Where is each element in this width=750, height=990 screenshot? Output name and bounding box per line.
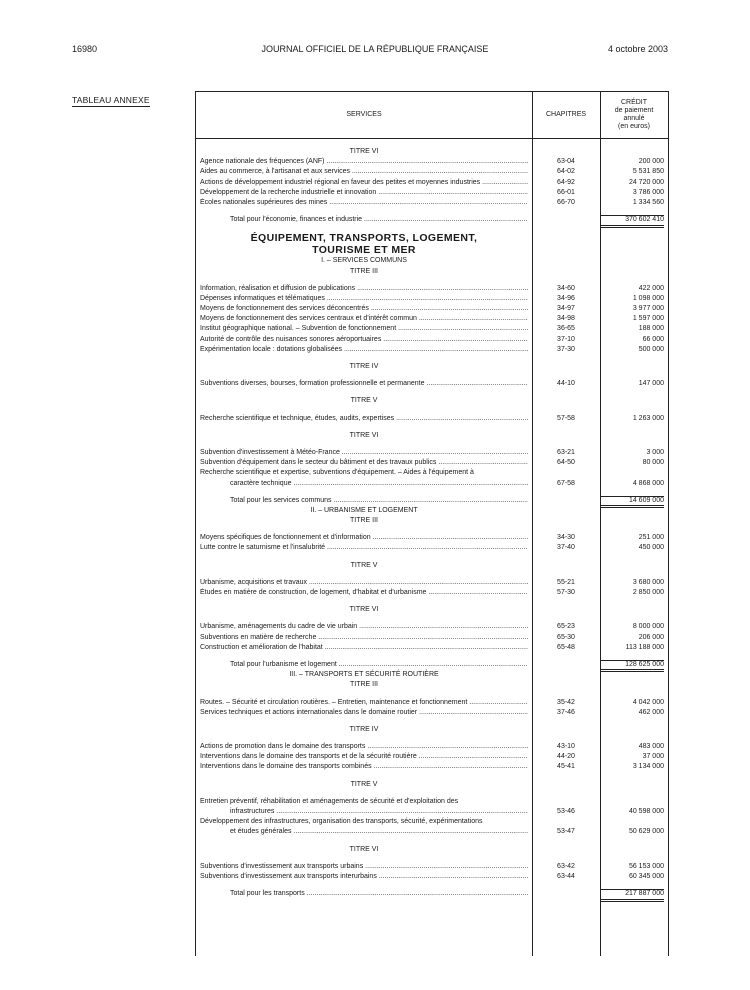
row-label: Moyens spécifiques de fonctionnement et d'information ..... [200,533,528,543]
table-row [196,314,668,324]
chapter-code: 64-50 [557,459,575,467]
table-row [196,827,668,837]
annex-table [195,91,669,956]
row-label: Recherche scientifique et technique, études, audits, expertises ..... [200,414,528,424]
table-row [196,345,668,355]
row-spacer [196,615,668,622]
row-spacer [196,424,668,431]
heading-text: ÉQUIPEMENT, TRANSPORTS, LOGEMENT, [250,232,478,245]
chapter-code: 57-58 [557,414,575,422]
row-label: Dépenses informatiques et télématiques ..... [200,294,528,304]
chapter-code: 35-42 [557,698,575,706]
table-row [196,817,668,827]
amount: 462 000 [638,708,664,716]
row-spacer [196,773,668,780]
section-heading [196,256,668,266]
heading-text: TITRE III [350,681,378,689]
row-label: Subventions d'investissement aux transports urbains ..... [200,862,528,872]
amount: 50 629 000 [628,828,664,836]
row-label: Aides au commerce, à l'artisanat et aux services ..... [200,167,528,177]
row-label: Agence nationale des fréquences (ANF) ..... [200,157,528,167]
row-spacer [196,691,668,698]
row-label: Interventions dans le domaine des transports combinés ..... [200,762,528,772]
amount: 1 334 560 [632,198,664,206]
table-row [196,698,668,708]
row-spacer [196,208,668,215]
section-heading [196,362,668,372]
table-row [196,807,668,817]
row-spacer [196,355,668,362]
chapter-code: 65-48 [557,643,575,651]
amount: 56 153 000 [628,862,664,870]
heading-text: TITRE VI [349,148,379,155]
table-row [196,414,668,424]
chapter-code: 65-23 [557,623,575,631]
row-label: Construction et amélioration de l'habitat ..... [200,643,528,653]
row-label: Information, réalisation et diffusion de publications ..... [200,284,528,294]
amount: 147 000 [638,380,664,388]
table-row [196,588,668,598]
chapter-code: 34-98 [557,315,575,323]
amount: 60 345 000 [628,872,664,880]
chapter-code: 34-30 [557,534,575,542]
table-row [196,762,668,772]
table-row [196,294,668,304]
table-row [196,622,668,632]
row-label: Total pour l'économie, finances et industrie ..... [230,215,528,225]
amount: 80 000 [642,459,664,467]
ministry-heading [196,244,668,256]
section-heading [196,396,668,406]
amount: 5 531 850 [632,168,664,176]
row-spacer [196,526,668,533]
row-label: Total pour les services communs ..... [230,496,528,506]
table-row [196,578,668,588]
amount: 422 000 [638,284,664,292]
section-heading [196,725,668,735]
row-label: Autorité de contrôle des nuisances sonores aéroportuaires ..... [200,335,528,345]
table-body [196,140,668,899]
chapter-code: 37-10 [557,335,575,343]
column-header-credit: CRÉDIT de paiement annulé (en euros) [600,92,668,139]
amount: 4 868 000 [632,479,664,487]
amount: 500 000 [638,345,664,353]
row-label: Actions de promotion dans le domaine des transports ..... [200,742,528,752]
section-heading [196,780,668,790]
row-label: et études générales ..... [230,827,528,837]
journal-title: JOURNAL OFFICIEL DE LA RÉPUBLIQUE FRANÇAISE [261,44,489,54]
row-label: Subvention d'investissement à Météo-France ..... [200,448,528,458]
row-label: Entretien préventif, réhabilitation et aménagements de sécurité et d'exploitation des [200,797,459,805]
amount: 1 263 000 [632,414,664,422]
heading-text: TITRE V [350,780,378,788]
ministry-heading [196,232,668,244]
chapter-code: 34-96 [557,294,575,302]
table-row [196,468,668,478]
row-label: Recherche scientifique et expertise, subventions d'équipement. – Aides à l'équipement à [200,469,474,477]
row-label: Subventions diverses, bourses, formation professionnelle et permanente ..... [200,379,528,389]
amount: 113 188 000 [625,643,664,651]
total-row [196,889,668,899]
table-row [196,167,668,177]
total-row [196,660,668,670]
section-heading [196,431,668,441]
heading-text: TITRE VI [349,606,379,614]
chapter-code: 44-20 [557,753,575,761]
row-label: Moyens de fonctionnement des services centraux et d'intérêt commun ..... [200,314,528,324]
column-header-chapitres: CHAPITRES [532,92,600,139]
heading-text: TITRE III [350,267,378,275]
amount: 37 000 [642,753,664,761]
row-spacer [196,718,668,725]
amount: 200 000 [638,158,664,166]
amount: 3 000 [646,448,664,456]
amount: 251 000 [638,534,664,542]
row-label: Études en matière de construction, de logement, d'habitat et d'urbanisme ..... [200,588,528,598]
row-spacer [196,790,668,797]
total-amount: 14 609 000 [600,496,664,509]
heading-text: TITRE VI [349,431,379,439]
table-row [196,797,668,807]
row-spacer [196,598,668,605]
chapter-code: 44-10 [557,380,575,388]
chapter-code: 63-21 [557,448,575,456]
heading-text: TITRE IV [349,725,379,733]
chapter-code: 66-70 [557,198,575,206]
row-label: Moyens de fonctionnement des services déconcentrés ..... [200,304,528,314]
table-row [196,533,668,543]
section-heading [196,506,668,516]
heading-text: II. – URBANISME ET LOGEMENT [310,506,418,514]
amount: 3 977 000 [632,305,664,313]
chapter-code: 57-30 [557,589,575,596]
total-amount: 128 625 000 [600,660,664,673]
row-label: Institut géographique national. – Subvention de fonctionnement ..... [200,324,528,334]
section-heading [196,516,668,526]
amount: 4 042 000 [632,698,664,706]
amount: 40 598 000 [628,808,664,815]
heading-text: TITRE III [350,517,378,525]
chapter-code: 63-04 [557,158,575,166]
chapter-code: 66-01 [557,188,575,196]
row-spacer [196,140,668,147]
row-label: Total pour l'urbanisme et logement ..... [230,660,528,670]
row-label: Urbanisme, aménagements du cadre de vie urbain ..... [200,622,528,632]
chapter-code: 63-42 [557,862,575,870]
amount: 66 000 [642,335,664,343]
row-spacer [196,735,668,742]
row-spacer [196,554,668,561]
amount: 3 680 000 [632,578,664,586]
heading-text: I. – SERVICES COMMUNS [321,257,407,265]
total-amount: 217 887 000 [600,889,664,902]
section-heading [196,845,668,855]
heading-text: TITRE VI [349,845,379,853]
table-row [196,458,668,468]
row-label: Total pour les transports ..... [230,889,528,899]
heading-text: TITRE V [350,397,378,405]
section-heading [196,147,668,157]
amount: 2 850 000 [632,589,664,596]
row-label: Interventions dans le domaine des transports et de la sécurité routière ..... [200,752,528,762]
table-row [196,335,668,345]
row-label: Subventions d'investissement aux transports interurbains ..... [200,872,528,882]
chapter-code: 53-47 [557,828,575,836]
table-row [196,708,668,718]
chapter-code: 53-46 [557,808,575,815]
amount: 188 000 [638,325,664,333]
amount: 3 786 000 [632,188,664,196]
table-row [196,643,668,653]
publication-date: 4 octobre 2003 [607,44,668,54]
row-label: Développement des infrastructures, organisation des transports, sécurité, expérimentations [200,818,483,826]
row-spacer [196,571,668,578]
chapter-code: 43-10 [557,743,575,751]
chapter-code: 64-92 [557,178,575,186]
row-label: caractère technique ..... [230,479,528,489]
table-row [196,872,668,882]
section-label: TABLEAU ANNEXE [72,95,150,105]
table-row [196,188,668,198]
heading-text: TITRE IV [349,363,379,370]
table-row [196,178,668,188]
row-spacer [196,838,668,845]
chapter-code: 34-97 [557,305,575,313]
row-label: Développement de la recherche industrielle et innovation ..... [200,188,528,198]
table-row [196,324,668,334]
section-heading [196,267,668,277]
table-row [196,304,668,314]
chapter-code: 55-21 [557,578,575,586]
chapter-code: 37-30 [557,345,575,353]
row-spacer [196,653,668,660]
page-number: 16980 [72,44,98,54]
row-label: Lutte contre le saturnisme et l'insalubrité ..... [200,543,528,553]
total-row [196,215,668,225]
chapter-code: 67-58 [557,479,575,487]
column-header-services: SERVICES [196,92,532,139]
amount: 24 720 000 [628,178,664,186]
row-spacer [196,372,668,379]
row-label: Subvention d'équipement dans le secteur du bâtiment et des travaux publics ..... [200,458,528,468]
total-amount: 370 602 410 [600,215,664,228]
section-heading [196,670,668,680]
table-row [196,198,668,208]
row-label: Routes. – Sécurité et circulation routières. – Entretien, maintenance et fonctionnement ..... [200,698,528,708]
amount: 450 000 [638,544,664,552]
table-row [196,742,668,752]
amount: 3 134 000 [632,763,664,771]
chapter-code: 37-46 [557,708,575,716]
chapter-code: 63-44 [557,872,575,880]
heading-text: III. – TRANSPORTS ET SÉCURITÉ ROUTIÈRE [289,671,439,679]
chapter-code: 34-60 [557,284,575,292]
table-row [196,862,668,872]
heading-text: TITRE V [350,561,378,569]
row-label: Expérimentation locale : dotations globalisées ..... [200,345,528,355]
row-label: Actions de développement industriel régional en faveur des petites et moyennes industries ..... [200,178,528,188]
table-row [196,448,668,458]
table-row [196,543,668,553]
row-spacer [196,407,668,414]
amount: 1 098 000 [632,294,664,302]
chapter-code: 64-02 [557,168,575,176]
row-spacer [196,882,668,889]
amount: 483 000 [638,743,664,751]
chapter-code: 36-65 [557,325,575,333]
chapter-code: 37-40 [557,544,575,552]
chapter-code: 65-30 [557,633,575,641]
amount: 1 597 000 [632,315,664,323]
total-row [196,496,668,506]
row-spacer [196,389,668,396]
row-label: Subventions en matière de recherche ..... [200,633,528,643]
row-label: Écoles nationales supérieures des mines ..... [200,198,528,208]
table-row [196,379,668,389]
row-label: infrastructures ..... [230,807,528,817]
table-row [196,284,668,294]
row-spacer [196,855,668,862]
section-heading [196,680,668,690]
heading-text: TOURISME ET MER [312,244,416,257]
row-spacer [196,277,668,284]
table-row [196,479,668,489]
section-heading [196,561,668,571]
row-label: Urbanisme, acquisitions et travaux ..... [200,578,528,588]
table-row [196,157,668,167]
amount: 206 000 [638,633,664,641]
amount: 8 000 000 [632,623,664,631]
row-spacer [196,489,668,496]
table-row [196,633,668,643]
table-row [196,752,668,762]
row-spacer [196,441,668,448]
row-label: Services techniques et actions internationales dans le domaine routier ..... [200,708,528,718]
chapter-code: 45-41 [557,763,575,771]
section-heading [196,605,668,615]
